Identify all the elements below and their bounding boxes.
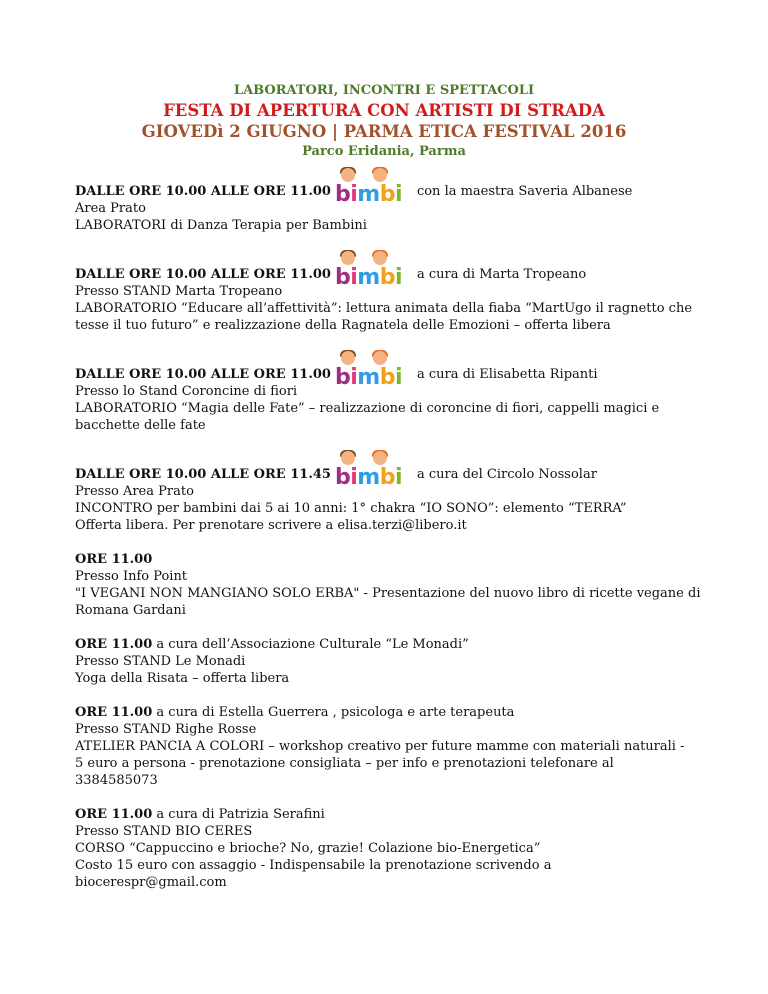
event-time: DALLE ORE 10.00 ALLE ORE 11.00 [75, 367, 331, 382]
logo-letter: m [357, 265, 380, 290]
event-block [75, 551, 715, 619]
bimbi-logo-wordmark [334, 182, 402, 207]
event-heading [75, 451, 715, 490]
header-date: GIOVEDì 2 GIUGNO | PARMA ETICA FESTIVAL 2016 [141, 122, 627, 141]
event-detail-line: 3384585073 [75, 773, 158, 788]
header-place: Parco Eridania, Parma [302, 144, 466, 159]
event-detail-line: Presso Area Prato [75, 484, 194, 499]
event-detail-line: LABORATORI di Danza Terapia per Bambini [75, 218, 367, 233]
event-detail-line: Presso STAND Marta Tropeano [75, 284, 283, 299]
logo-letter: i [350, 365, 358, 390]
logo-letter: i [350, 265, 358, 290]
event-organizer: con la maestra Saveria Albanese [416, 184, 633, 199]
document-header [0, 82, 768, 162]
event-detail-line: Costo 15 euro con assaggio - Indispensabile la prenotazione scrivendo a [75, 858, 552, 873]
event-organizer: a cura di Marta Tropeano [416, 267, 587, 282]
logo-letter: b [334, 182, 351, 207]
logo-letter: b [379, 465, 395, 490]
event-detail-line: LABORATORIO “Magia delle Fate” – realizzazione di coroncine di fiori, cappelli magici e [75, 401, 660, 416]
child-face-icon [341, 451, 355, 465]
event-block [75, 351, 715, 434]
event-organizer: a cura di Patrizia Serafini [156, 807, 325, 822]
logo-letter: i [350, 465, 358, 490]
event-time: ORE 11.00 [75, 552, 153, 567]
logo-letter: b [379, 265, 395, 290]
event-list [75, 168, 715, 908]
event-detail-line: ATELIER PANCIA A COLORI – workshop creativo per future mamme con materiali naturali - [75, 739, 685, 754]
event-heading [75, 704, 715, 721]
logo-letter: i [350, 182, 358, 207]
header-subtitle: LABORATORI, INCONTRI E SPETTACOLI [233, 83, 535, 98]
event-time: ORE 11.00 [75, 807, 153, 822]
event-detail-line: Romana Gardani [75, 603, 186, 618]
event-detail-line: "I VEGANI NON MANGIANO SOLO ERBA" - Presentazione del nuovo libro di ricette vegane di [75, 586, 701, 601]
child-face-icon [373, 351, 387, 365]
event-organizer: a cura di Elisabetta Ripanti [416, 367, 598, 382]
event-heading [75, 636, 715, 653]
event-detail-line: Offerta libera. Per prenotare scrivere a elisa.terzi@libero.it [75, 518, 467, 533]
logo-letter: b [379, 365, 395, 390]
logo-letter: m [357, 465, 380, 490]
event-time: ORE 11.00 [75, 705, 153, 720]
bimbi-logo-wordmark [334, 465, 402, 490]
bimbi-logo [334, 251, 415, 290]
event-time: DALLE ORE 10.00 ALLE ORE 11.00 [75, 184, 331, 199]
event-organizer: a cura del Circolo Nossolar [416, 467, 597, 482]
event-block [75, 251, 715, 334]
event-detail-line: LABORATORIO “Educare all’affettività”: lettura animata della fiaba “MartUgo il ragnetto che [75, 301, 693, 316]
event-heading [75, 351, 715, 390]
event-organizer: a cura di Estella Guerrera , psicologa e arte terapeuta [156, 705, 515, 720]
event-detail-line: Presso STAND Le Monadi [75, 654, 246, 669]
logo-letter: i [394, 465, 402, 490]
child-face-icon [341, 251, 355, 265]
logo-letter: b [334, 265, 351, 290]
event-detail-line: biocerespr@gmail.com [75, 875, 227, 890]
bimbi-logo-wordmark [334, 365, 402, 390]
event-time: DALLE ORE 10.00 ALLE ORE 11.45 [75, 467, 331, 482]
event-detail-line: Presso Info Point [75, 569, 188, 584]
header-title: FESTA DI APERTURA CON ARTISTI DI STRADA [163, 101, 605, 120]
event-block [75, 636, 715, 687]
event-time: ORE 11.00 [75, 637, 153, 652]
child-face-icon [373, 251, 387, 265]
logo-letter: b [334, 465, 351, 490]
event-time: DALLE ORE 10.00 ALLE ORE 11.00 [75, 267, 331, 282]
bimbi-logo-wordmark [334, 265, 402, 290]
logo-letter: b [379, 182, 395, 207]
child-face-icon [341, 351, 355, 365]
logo-letter: i [394, 182, 402, 207]
logo-letter: b [334, 365, 351, 390]
child-face-icon [373, 451, 387, 465]
event-detail-line: Yoga della Risata – offerta libera [75, 671, 290, 686]
child-face-icon [341, 168, 355, 182]
event-detail-line: Presso STAND Righe Rosse [75, 722, 257, 737]
event-detail-line: Area Prato [75, 201, 146, 216]
logo-letter: m [357, 182, 380, 207]
logo-letter: i [394, 265, 402, 290]
event-detail-line: Presso STAND BIO CERES [75, 824, 253, 839]
event-block [75, 451, 715, 534]
bimbi-logo [334, 351, 415, 390]
child-face-icon [373, 168, 387, 182]
event-heading [75, 806, 715, 823]
event-detail-line: CORSO “Cappuccino e brioche? No, grazie! Colazione bio-Energetica” [75, 841, 541, 856]
event-heading [75, 251, 715, 290]
event-detail-line: 5 euro a persona - prenotazione consigliata – per info e prenotazioni telefonare al [75, 756, 614, 771]
event-block [75, 168, 715, 234]
event-heading [75, 168, 715, 207]
event-heading [75, 551, 715, 568]
event-detail-line: tesse il tuo futuro” e realizzazione della Ragnatela delle Emozioni – offerta libera [75, 318, 611, 333]
bimbi-logo [334, 451, 415, 490]
event-detail-line: INCONTRO per bambini dai 5 ai 10 anni: 1° chakra “IO SONO”: elemento “TERRA” [75, 501, 627, 516]
logo-letter: m [357, 365, 380, 390]
event-organizer: a cura dell’Associazione Culturale “Le Monadi” [156, 637, 469, 652]
event-block [75, 806, 715, 891]
logo-letter: i [394, 365, 402, 390]
event-detail-line: Presso lo Stand Coroncine di fiori [75, 384, 298, 399]
bimbi-logo [334, 168, 415, 207]
event-detail-line: bacchette delle fate [75, 418, 206, 433]
event-block [75, 704, 715, 789]
